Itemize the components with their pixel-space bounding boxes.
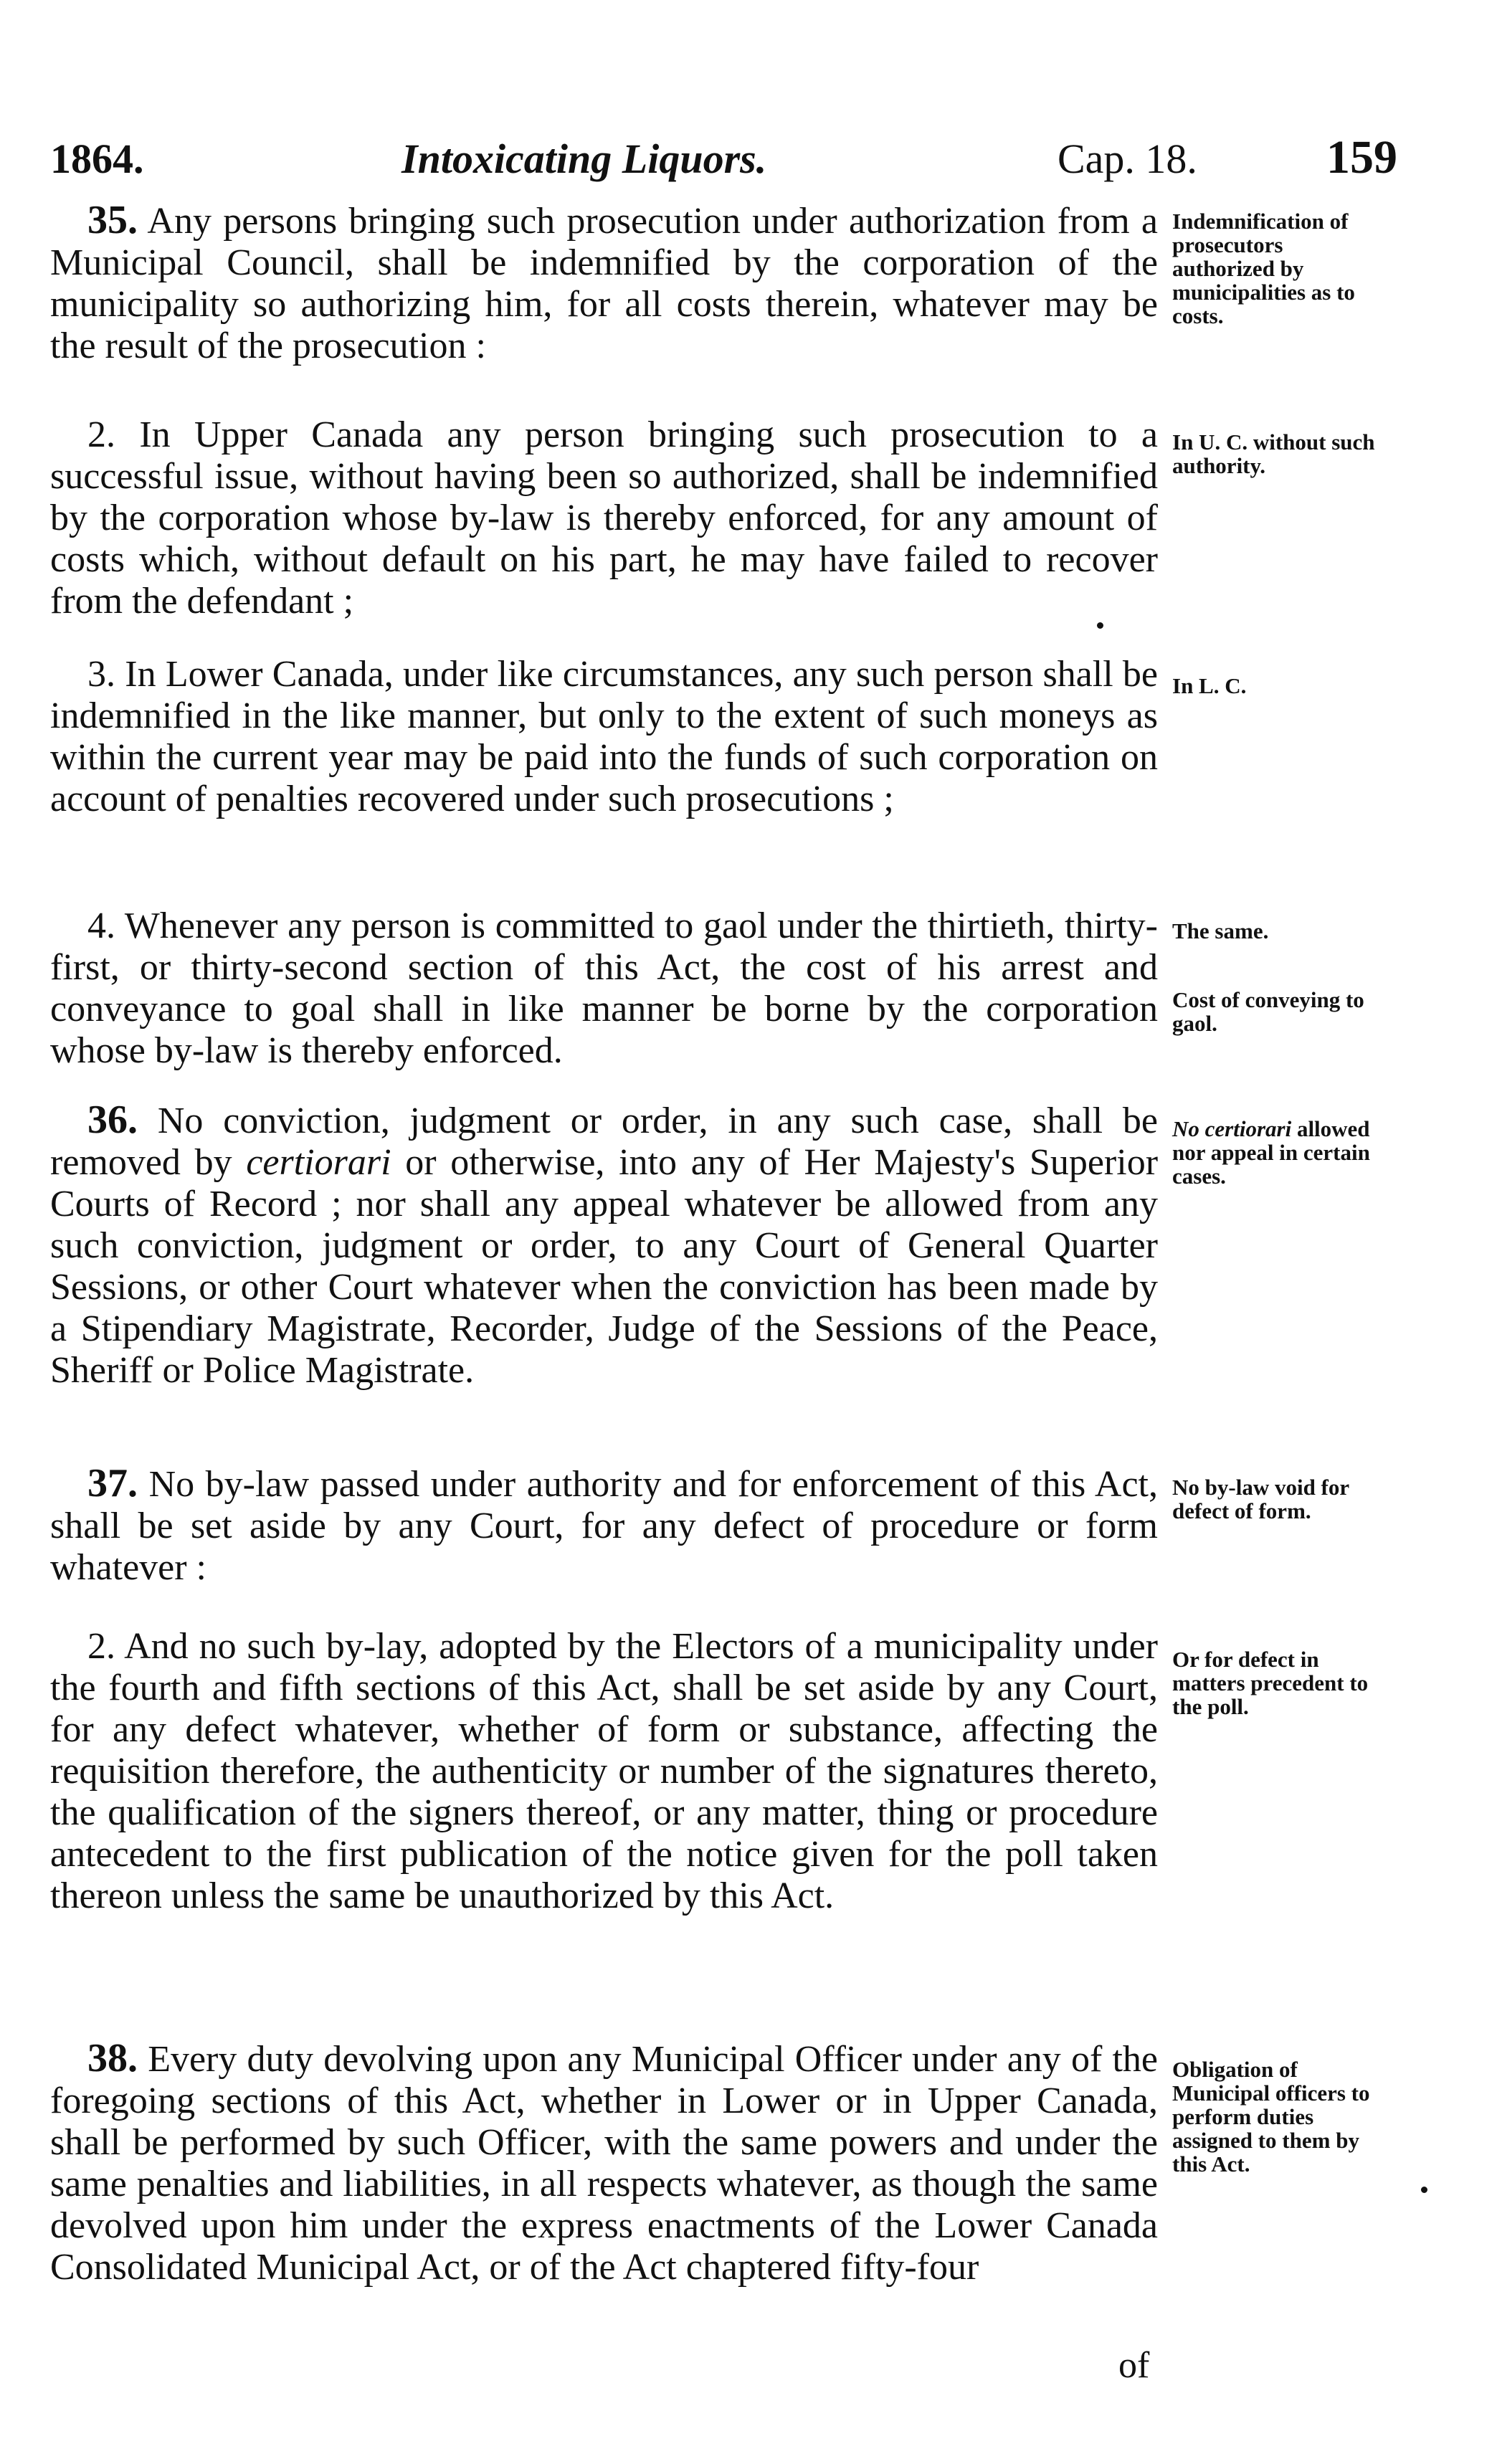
- paragraph-text: 2. And no such by-lay, adopted by the Electors of a municipality under the fourth and fifth sections of this Act, shall be set aside by any Court, for any defect whatever, whether of form or substance, affecting the requisition therefore, the authenticity or number of the signatures thereto, the qualification of the signers thereof, or any matter, thing or procedure antecedent to the first publication of the notice given for the poll taken thereon unless the same be unauthorized by this Act.: [50, 1626, 1158, 1916]
- section-36-paragraph: [50, 1099, 1158, 1392]
- page-number: 159: [1326, 131, 1397, 184]
- section-37-2-paragraph: [50, 1626, 1158, 1917]
- margin-note-precedent-poll: Or for defect in matters precedent to the poll.: [1172, 1647, 1369, 1719]
- section-number: 37.: [87, 1461, 138, 1505]
- speck: [1421, 2187, 1427, 2193]
- paragraph-text: No conviction, judgment or order, in any such case, shall be removed by: [50, 1100, 1159, 1183]
- section-35-2-paragraph: [50, 414, 1158, 622]
- margin-note-uc: In U. C. without such authority.: [1172, 429, 1375, 478]
- margin-note-cost-gaol: Cost of conveying to gaol.: [1172, 987, 1364, 1036]
- paragraph-text: 4. Whenever any person is committed to gaol under the thirtieth, thirty-first, or thirty-second section of this Act, the cost of his arrest and conveyance to goal shall in like manner be borne by the corporation whose by-law is thereby enforced.: [50, 905, 1158, 1071]
- section-37-paragraph: [50, 1462, 1158, 1589]
- paragraph-text: 3. In Lower Canada, under like circumstances, any such person shall be indemnified in the like manner, but only to the extent of such moneys as within the current year may be paid into the funds of such corporation on account of penalties recovered under such prosecutions ;: [50, 654, 1158, 819]
- paragraph-text: or otherwise, into any of Her Majesty's Superior Courts of Record ; nor shall any appeal whatever be allowed from any such conviction, judgment or order, to any Court of General Quarter Sessions, or other Court whatever when the conviction has been made by a Stipendiary Magistrate, Recorder, Judge of the Sessions of the Peace, Sheriff or Police Magistrate.: [50, 1142, 1159, 1391]
- section-35-paragraph: [50, 199, 1158, 367]
- section-35-4-paragraph: [50, 905, 1158, 1072]
- section-38-paragraph: [50, 2037, 1158, 2288]
- margin-note-certiorari: [1172, 1117, 1377, 1188]
- italic-term: certiorari: [246, 1142, 391, 1183]
- margin-text: allowed nor appeal in certain cases.: [1172, 1116, 1370, 1189]
- catchword: of: [1118, 2345, 1150, 2386]
- paragraph-text: Every duty devolving upon any Municipal Officer under any of the foregoing sections of this Act, whether in Lower or in Upper Canada, shall be performed by such Officer, with the same powers and under the same penalties and liabilities, in all respects whatever, as though the same devolved upon him under the express enactments of the Lower Canada Consolidated Municipal Act, or of the Act chaptered fifty-four: [50, 2039, 1159, 2288]
- paragraph-text: Any persons bringing such prosecution under authorization from a Municipal Council, shall be indemnified by the corporation of the municipality so authorizing him, for all costs therein, whatever may be the result of the prosecution :: [50, 201, 1158, 366]
- speck: [1097, 622, 1103, 629]
- header-chapter: Cap. 18.: [1058, 135, 1197, 182]
- section-number: 35.: [87, 198, 138, 242]
- paragraph-text: 2. In Upper Canada any person bringing such prosecution to a successful issue, without having been so authorized, shall be indemnified by the corporation whose by-law is thereby enforced, for any amount of costs which, without default on his part, he may have failed to recover from the defendant ;: [50, 414, 1158, 622]
- header-year: 1864.: [50, 135, 144, 182]
- section-35-3-paragraph: [50, 654, 1158, 820]
- section-number: 36.: [87, 1098, 138, 1142]
- margin-note-lc: In L. C.: [1172, 673, 1247, 698]
- margin-italic: No certiorari: [1172, 1116, 1292, 1141]
- header-title: Intoxicating Liquors.: [401, 135, 767, 182]
- paragraph-text: No by-law passed under authority and for enforcement of this Act, shall be set aside by any Court, for any defect of procedure or form whatever :: [50, 1464, 1159, 1588]
- running-header: [50, 128, 1397, 192]
- section-number: 38.: [87, 2036, 138, 2080]
- margin-note-same: The same.: [1172, 918, 1269, 943]
- margin-note-obligation: Obligation of Municipal officers to perform duties assigned to them by this Act.: [1172, 2057, 1370, 2177]
- margin-note-indemnification: Indemnification of prosecutors authorized by municipalities as to costs.: [1172, 209, 1355, 328]
- margin-note-bylaw-void: No by-law void for defect of form.: [1172, 1475, 1349, 1523]
